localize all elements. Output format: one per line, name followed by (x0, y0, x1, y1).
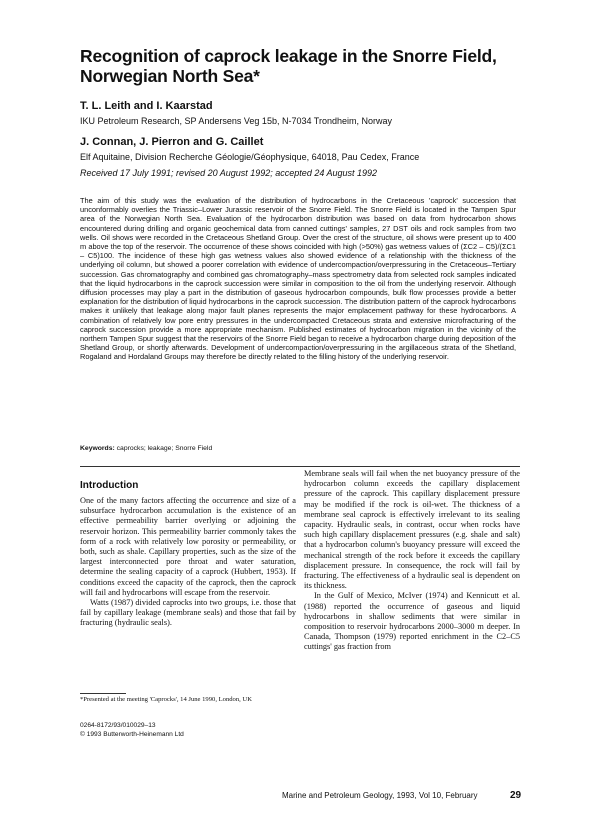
section-divider (80, 466, 520, 467)
footnote-divider (80, 693, 126, 694)
author-names-group-1: T. L. Leith and I. Kaarstad (80, 100, 213, 112)
body-column-left (80, 496, 296, 629)
author-affiliation-group-1: IKU Petroleum Research, SP Andersens Veg 15b, N-7034 Trondheim, Norway (80, 116, 392, 126)
submission-dates: Received 17 July 1991; revised 20 August 1992; accepted 24 August 1992 (80, 168, 378, 178)
keywords-label: Keywords: (80, 445, 115, 452)
body-paragraph: Membrane seals will fail when the net buoyancy pressure of the hydrocarbon column exceeds the capillary displacement pressure of the caprock. This capillary displacement pressure may be modified if the rock is oil-wet. The thickness of a membrane seal caprock is effectively irrelevant to its sealing capacity. Hydraulic seals, in contrast, occur when rocks have such high capillary displacement pressures (e.g. shale and salt) that a hydrocarbon column's buoyancy pressure will exceed the mechanical strength of the rock before it exceeds the capillary displacement pressure. In consequence, the rock will fail by fracturing. The effectiveness of a hydraulic seal is dependent on its thickness. (304, 469, 520, 591)
page-number: 29 (510, 790, 522, 801)
keywords (80, 444, 212, 453)
footnote: *Presented at the meeting 'Caprocks', 14 June 1990, London, UK (80, 696, 252, 703)
copyright-line: © 1993 Butterworth-Heinemann Ltd (80, 731, 184, 738)
journal-citation: Marine and Petroleum Geology, 1993, Vol 10, February (282, 791, 478, 800)
keywords-value: caprocks; leakage; Snorre Field (116, 445, 213, 452)
author-affiliation-group-2: Elf Aquitaine, Division Recherche Géologie/Géophysique, 64018, Pau Cedex, France (80, 152, 420, 162)
section-heading-introduction: Introduction (80, 480, 139, 491)
author-names-group-2: J. Connan, J. Pierron and G. Caillet (80, 136, 264, 148)
issn-line: 0264-8172/93/010029–13 (80, 722, 156, 729)
body-column-right (304, 469, 520, 653)
abstract: The aim of this study was the evaluation of the distribution of hydrocarbons in the Cretaceous 'caprock' succession that unconformably overlies the Triassic–Lower Jurassic reservoir of the Snorre Field. The Snorre Field is located in the Tampen Spur area of the Norwegian North Sea. Evaluation of the hydrocarbon distribution was based on data from hydrocarbon shows encountered during drilling and organic geochemical data from canned cuttings' samples, 27 DST oils and rock samples from two wells. Oil shows were recorded in the Cretaceous Shetland Group. Over the crest of the structure, oil shows were present up to 400 m above the top of the reservoir. The occurrence of these shows coincided with high (>50%) gas wetness values of (ΣC2 – C5)/(ΣC1 – C5)100. The incidence of these high gas wetness values also showed evidence of a relationship with the thickness of the underlying oil column, but showed a poorer correlation with evidence of undercompaction/overpressuring in the Cretaceous–Tertiary succession. Gas chromatography and combined gas chromatography–mass spectrometry data from selected rock samples indicated that the liquid hydrocarbons in the caprock succession were similar in composition to the oil from the underlying reservoir. Although diffusion processes may play a part in the distribution of gaseous hydrocarbon compounds, bulk flow processes provide a better explanation for the distribution of liquid hydrocarbons in the caprock succession. The distribution pattern of the caprock hydrocarbons makes it unlikely that leakage along major fault planes represents the major emplacement pathway for these hydrocarbons. A combination of relatively low pore entry pressures in the undercompacted Cretaceous strata and extensive microfracturing of the caprock succession provide a more appropriate mechanism. Published estimates of hydrocarbon migration in the vicinity of the northern Tampen Spur suggest that the reservoirs of the Snorre Field began to receive a hydrocarbon charge during deposition of the Shetland Group, or shortly afterwards. Development of undercompaction/overpressuring in the argillaceous strata of the Shetland, Rogaland and Hordaland Groups may therefore be directly related to the filling history of the underlying reservoir. (80, 196, 516, 362)
body-paragraph: Watts (1987) divided caprocks into two groups, i.e. those that fail by capillary leakage (membrane seals) and those that fail by fracturing (hydraulic seals). (80, 598, 296, 628)
body-paragraph: One of the many factors affecting the occurrence and size of a subsurface hydrocarbon accumulation is the existence of an effective permeability barrier overlying or adjoining the reservoir horizon. This permeability barrier commonly takes the form of a rock with relatively low porosity or permeability, or both, such as shale. Capillary properties, such as the size of the largest interconnected pore throat and water saturation, determine the sealing capacity of a caprock (Hubbert, 1953). If conditions exceed the capacity of the caprock, then the caprock will fail and hydrocarbons will escape from the reservoir. (80, 496, 296, 597)
body-paragraph: In the Gulf of Mexico, McIver (1974) and Kennicutt et al. (1988) reported the occurrence of gaseous and liquid hydrocarbons in shallow sediments that were similar in composition to reservoir hydrocarbons 2000–3000 m deeper. In Canada, Thompson (1979) reported enrichment in the C2–C5 cuttings' gas fraction from (304, 591, 520, 652)
article-title: Recognition of caprock leakage in the Snorre Field, Norwegian North Sea* (80, 46, 497, 86)
